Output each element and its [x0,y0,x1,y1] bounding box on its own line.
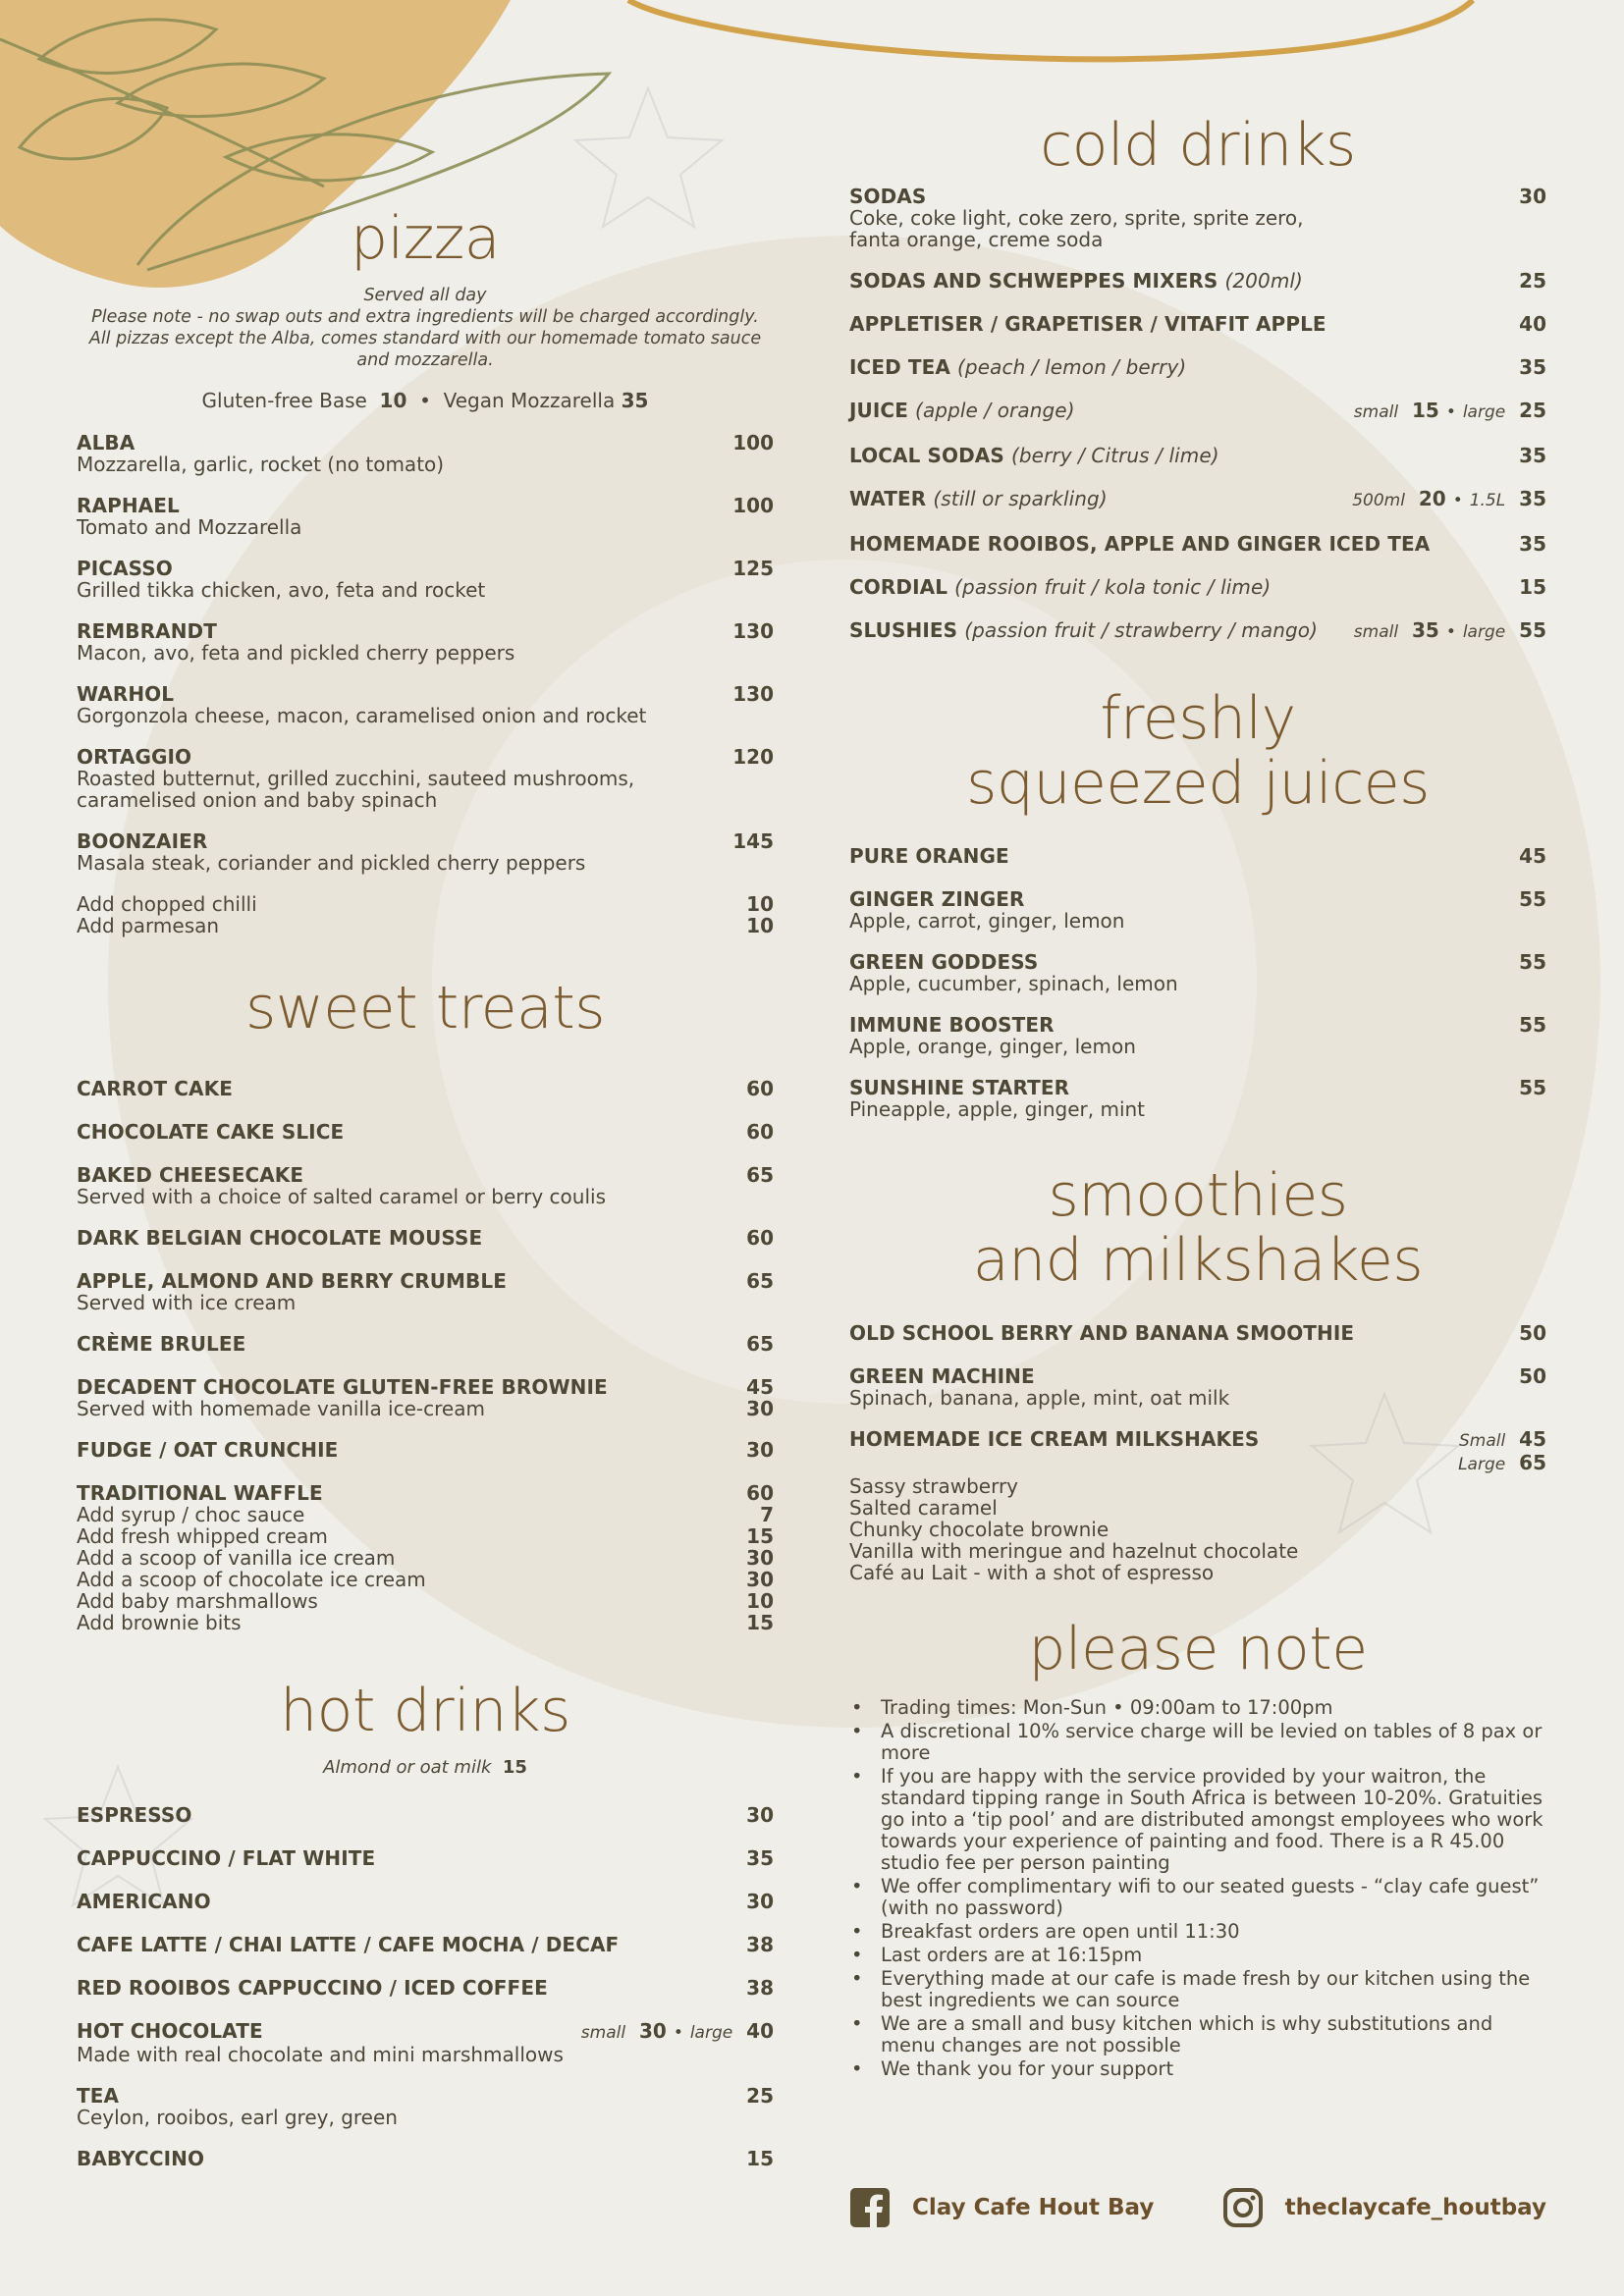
item-description: Ceylon, rooibos, earl grey, green [77,2106,398,2129]
item-description-line-2: fanta orange, creme soda [849,228,1104,251]
vegan-mozzarella-label: Vegan Mozzarella [443,389,616,412]
item-description-line-2: caramelised onion and baby spinach [77,788,438,812]
addon-price: 7 [760,1503,774,1526]
item-price: 65 [746,1163,774,1187]
item-name: RED ROOIBOS CAPPUCCINO / ICED COFFEE [77,1976,548,2000]
milk-label: Almond or oat milk [323,1757,492,1778]
menu-item [77,746,774,811]
cold-drinks-title: cold drinks [1040,111,1356,180]
pizza-note-1: Served all day [363,286,487,305]
hot-chocolate-item [77,2020,774,2065]
item-name: TRADITIONAL WAFFLE [77,1481,323,1505]
menu-item [849,888,1546,932]
note-item: • Everything made at our cafe is made fresh by our kitchen using the best ingredients we can source [849,1968,1546,2011]
smoothies-title-line-1: smoothies [1048,1161,1348,1230]
item-price: 130 [732,682,774,706]
item-description: Tomato and Mozzarella [77,515,302,539]
item-name: CAFE LATTE / CHAI LATTE / CAFE MOCHA / DECAF [77,1933,620,1956]
hot-drinks-section [77,1679,774,2169]
menu-item [849,951,1546,994]
pizza-addons [77,893,774,936]
menu-item [77,432,774,475]
item-note: (peach / lemon / berry) [957,355,1187,379]
item-name: TEA [77,2084,120,2108]
juices-title [849,686,1546,816]
item-description: Served with a choice of salted caramel or berry coulis [77,1185,606,1208]
size-large-label: large [1462,402,1506,422]
menu-item [849,576,1546,598]
size-small-label: small [1353,622,1399,642]
item-description: Roasted butternut, grilled zucchini, sauteed mushrooms, [77,767,635,790]
menu-item [77,495,774,538]
item-description: Gorgonzola cheese, macon, caramelised onion and rocket [77,704,647,727]
note-item: • Last orders are at 16:15pm [849,1945,1546,1966]
item-description: Apple, orange, ginger, lemon [849,1035,1136,1058]
juices-section [849,686,1546,1120]
item-name: CAPPUCCINO / FLAT WHITE [77,1846,376,1870]
addon-label: Add syrup / choc sauce [77,1503,305,1526]
item-name: APPLE, ALMOND AND BERRY CRUMBLE [77,1269,508,1293]
addon-price: 10 [746,892,774,916]
item-description: Coke, coke light, coke zero, sprite, sprite zero, [849,206,1304,230]
item-name: HOMEMADE ICE CREAM MILKSHAKES [849,1427,1260,1451]
menu-item [77,1376,774,1419]
addon-label: Add a scoop of chocolate ice cream [77,1568,426,1591]
notes-list [849,1697,1546,2080]
menu-item [849,533,1546,555]
addon-price: 30 [746,1568,774,1591]
item-description: Pineapple, apple, ginger, mint [849,1097,1146,1121]
addon-label: Add fresh whipped cream [77,1524,328,1548]
item-description: Spinach, banana, apple, mint, oat milk [849,1386,1230,1410]
item-price: 100 [732,494,774,517]
menu-item [77,1934,774,1955]
item-note: (still or sparkling) [933,487,1108,510]
item-name: GREEN MACHINE [849,1364,1035,1388]
milkshakes-item [849,1428,1546,1583]
menu-item [77,1078,774,1099]
item-price: 30 [746,1438,774,1462]
size-separator: • [673,2023,683,2043]
item-description: Served with ice cream [77,1291,297,1314]
item-name: HOT CHOCOLATE [77,2019,263,2043]
pizza-note-4: and mozzarella. [356,350,494,370]
size-small-label: small [1353,402,1399,422]
item-price-2: 30 [746,1397,774,1420]
item-price: 130 [732,619,774,643]
item-price: 35 [1519,444,1546,467]
item-name: DECADENT CHOCOLATE GLUTEN-FREE BROWNIE [77,1375,608,1399]
item-price: 60 [746,1481,774,1505]
menu-item [77,1891,774,1912]
item-name: CORDIAL [849,575,948,599]
item-price-sizes [1354,400,1546,423]
item-price-small [1459,1428,1546,1452]
item-name: LOCAL SODAS [849,444,1004,467]
item-name: JUICE [849,399,908,422]
item-name: ESPRESSO [77,1803,192,1827]
item-name: BOONZAIER [77,829,208,853]
menu-item [77,1439,774,1461]
menu-item [849,1014,1546,1057]
item-price: 60 [746,1226,774,1250]
size-large-price: 65 [1519,1451,1546,1474]
item-price: 45 [746,1375,774,1399]
item-name: FUDGE / OAT CRUNCHIE [77,1438,339,1462]
flavour: Vanilla with meringue and hazelnut chocolate [849,1539,1299,1563]
size-large-price: 55 [1519,618,1546,642]
menu-item [77,1270,774,1313]
item-price: 25 [746,2084,774,2108]
item-name: CARROT CAKE [77,1077,233,1100]
note-item: • If you are happy with the service provided by your waitron, the standard tipping range in South Africa is between 10-20%. Gratuities go into a ‘tip pool’ and are distributed amongst employees who work towards your experience of painting and food. There is a R 45.00 studio fee per person painting [849,1766,1546,1874]
cold-drinks-section [849,113,1546,643]
hot-drinks-title: hot drinks [280,1677,570,1745]
item-price: 30 [746,1803,774,1827]
item-price-sizes [1354,619,1546,643]
waffle-item [77,1482,774,1633]
item-price: 55 [1519,887,1546,911]
please-note-title: please note [1028,1615,1368,1683]
item-price: 30 [746,1890,774,1913]
item-name: HOMEMADE ROOIBOS, APPLE AND GINGER ICED TEA [849,532,1431,556]
sweet-treats-section [77,976,774,1633]
flavour: Café au Lait - with a shot of espresso [849,1561,1215,1584]
size-small-label: Small [1459,1431,1506,1451]
item-price: 25 [1519,269,1546,293]
item-price: 38 [746,1933,774,1956]
item-name: REMBRANDT [77,619,217,643]
gluten-free-price: 10 [379,389,407,412]
size-large-label: Large [1458,1455,1506,1474]
pizza-section [77,206,774,936]
item-price: 100 [732,431,774,454]
item-price: 38 [746,1976,774,2000]
item-price: 30 [1519,185,1546,208]
size-small-price: 15 [1412,399,1439,422]
instagram-link[interactable] [1222,2187,1546,2228]
menu-item [77,620,774,664]
social-links [849,2185,1546,2230]
item-price: 45 [1519,844,1546,868]
item-price: 55 [1519,950,1546,974]
item-note: (200ml) [1224,269,1303,293]
item-price: 65 [746,1269,774,1293]
item-price: 65 [746,1332,774,1356]
menu-item [77,683,774,726]
menu-item [77,1333,774,1355]
size-large-label: 1.5L [1469,491,1506,510]
addon-price: 10 [746,914,774,937]
size-separator: • [1445,402,1456,422]
menu-item [77,1847,774,1869]
item-price: 35 [1519,532,1546,556]
menu-item [849,313,1546,335]
addon-price: 15 [746,1611,774,1634]
item-price: 145 [732,829,774,853]
item-name: PURE ORANGE [849,844,1009,868]
flavour: Sassy strawberry [849,1474,1019,1498]
left-column [77,206,774,2191]
size-separator: • [1452,491,1463,510]
size-small-price: 35 [1412,618,1439,642]
item-name: BABYCCINO [77,2147,205,2170]
item-description: Masala steak, coriander and pickled cherry peppers [77,851,586,875]
item-price-large [849,1452,1546,1475]
menu-item [77,1121,774,1143]
menu-item [77,1804,774,1826]
item-name: BAKED CHEESECAKE [77,1163,304,1187]
addon-price: 30 [746,1546,774,1570]
menu-item [77,2148,774,2169]
menu-item [77,830,774,874]
item-price-sizes [1352,488,1546,511]
item-price: 120 [732,745,774,769]
item-name: SUNSHINE STARTER [849,1076,1070,1099]
facebook-icon [849,2187,891,2228]
menu-item [849,1077,1546,1120]
gluten-free-label: Gluten-free Base [201,389,367,412]
smoothies-title [849,1163,1546,1293]
size-large-price: 40 [746,2019,774,2043]
water-item [849,488,1546,511]
size-large-price: 35 [1519,487,1546,510]
addon-label: Add brownie bits [77,1611,242,1634]
menu-item [849,445,1546,466]
note-item: • We are a small and busy kitchen which is why substitutions and menu changes are not possible [849,2013,1546,2056]
pizza-note-2: Please note - no swap outs and extra ingredients will be charged accordingly. [91,307,759,327]
menu-item [77,2085,774,2128]
slushies-item [849,619,1546,643]
menu-item [77,1977,774,1999]
flavour: Salted caramel [849,1496,998,1520]
note-item: • We offer complimentary wifi to our seated guests - “clay cafe guest” (with no password) [849,1876,1546,1919]
note-item: • We thank you for your support [849,2058,1546,2080]
item-name: CRÈME BRULEE [77,1332,246,1356]
item-name: OLD SCHOOL BERRY AND BANANA SMOOTHIE [849,1321,1355,1345]
item-note: (berry / Citrus / lime) [1010,444,1219,467]
item-name: WARHOL [77,682,175,706]
size-small-label: 500ml [1352,491,1405,510]
item-description: Apple, cucumber, spinach, lemon [849,972,1178,995]
menu-item [849,270,1546,292]
item-name: GREEN GODDESS [849,950,1039,974]
item-description: Grilled tikka chicken, avo, feta and rocket [77,578,486,602]
item-description: Made with real chocolate and mini marshmallows [77,2043,564,2066]
item-name: SODAS [849,185,927,208]
item-price: 55 [1519,1076,1546,1099]
pizza-title: pizza [350,204,500,273]
milk-price: 15 [502,1757,527,1778]
pizza-extras [77,389,774,412]
item-price: 40 [1519,312,1546,336]
milk-option [77,1757,774,1779]
item-name: APPLETISER / GRAPETISER / VITAFIT APPLE [849,312,1326,336]
menu-item [77,1164,774,1207]
menu-item [77,558,774,601]
item-name: ORTAGGIO [77,745,192,769]
item-price: 15 [746,2147,774,2170]
instagram-icon [1222,2187,1264,2228]
item-description: Macon, avo, feta and pickled cherry peppers [77,641,515,665]
vegan-mozzarella-price: 35 [621,389,649,412]
item-description: Mozzarella, garlic, rocket (no tomato) [77,453,445,476]
item-price: 35 [1519,355,1546,379]
size-large-label: large [1462,622,1506,642]
menu-item [849,356,1546,378]
item-name: PICASSO [77,557,173,580]
item-name: RAPHAEL [77,494,180,517]
item-price: 15 [1519,575,1546,599]
flavour: Chunky chocolate brownie [849,1518,1110,1541]
sweet-treats-title: sweet treats [244,974,606,1042]
instagram-label: theclaycafe_houtbay [1284,2195,1546,2220]
facebook-label: Clay Cafe Hout Bay [912,2195,1155,2220]
pizza-notes [77,285,774,371]
item-note: (passion fruit / strawberry / mango) [964,618,1319,642]
menu-item [849,845,1546,867]
item-name: AMERICANO [77,1890,211,1913]
item-price: 125 [732,557,774,580]
addon-price: 10 [746,1589,774,1613]
item-name: IMMUNE BOOSTER [849,1013,1055,1037]
menu-item [77,1227,774,1249]
menu-item [849,1322,1546,1344]
item-price: 50 [1519,1364,1546,1388]
smoothies-title-line-2: and milkshakes [972,1226,1424,1295]
size-small-label: small [580,2023,626,2043]
item-price: 55 [1519,1013,1546,1037]
facebook-link[interactable] [849,2187,1154,2228]
item-price: 60 [746,1077,774,1100]
addon-label: Add parmesan [77,914,220,937]
item-name: DARK BELGIAN CHOCOLATE MOUSSE [77,1226,483,1250]
pizza-note-3: All pizzas except the Alba, comes standard with our homemade tomato sauce [88,329,762,348]
note-item: • Trading times: Mon-Sun • 09:00am to 17:00pm [849,1697,1546,1719]
smoothies-section [849,1163,1546,1583]
item-price-sizes [581,2020,774,2044]
item-name: SODAS AND SCHWEPPES MIXERS [849,269,1218,293]
extras-separator: • [419,389,431,412]
juices-title-line-1: freshly [1100,684,1296,753]
size-small-price: 30 [639,2019,667,2043]
menu-item [849,1365,1546,1409]
juice-item [849,400,1546,423]
please-note-section [849,1617,1546,2080]
addon-label: Add baby marshmallows [77,1589,318,1613]
item-name: GINGER ZINGER [849,887,1025,911]
menu-item [849,186,1546,250]
item-description: Served with homemade vanilla ice-cream [77,1397,485,1420]
item-price: 35 [746,1846,774,1870]
item-name: ICED TEA [849,355,950,379]
addon-price: 15 [746,1524,774,1548]
item-description: Apple, carrot, ginger, lemon [849,909,1125,933]
addon-label: Add chopped chilli [77,892,257,916]
note-item: • A discretional 10% service charge will be levied on tables of 8 pax or more [849,1721,1546,1764]
note-item: • Breakfast orders are open until 11:30 [849,1921,1546,1943]
juices-title-line-2: squeezed juices [966,749,1430,818]
item-name: WATER [849,487,927,510]
item-name: CHOCOLATE CAKE SLICE [77,1120,345,1144]
addon-label: Add a scoop of vanilla ice cream [77,1546,396,1570]
size-small-price: 20 [1418,487,1446,510]
item-price: 50 [1519,1321,1546,1345]
item-note: (passion fruit / kola tonic / lime) [954,575,1272,599]
item-note: (apple / orange) [915,399,1075,422]
size-large-price: 25 [1519,399,1546,422]
size-separator: • [1445,622,1456,642]
size-large-label: large [689,2023,733,2043]
right-column [849,113,1546,2082]
item-name: SLUSHIES [849,618,958,642]
item-name: ALBA [77,431,135,454]
size-small-price: 45 [1519,1427,1546,1451]
item-price: 60 [746,1120,774,1144]
